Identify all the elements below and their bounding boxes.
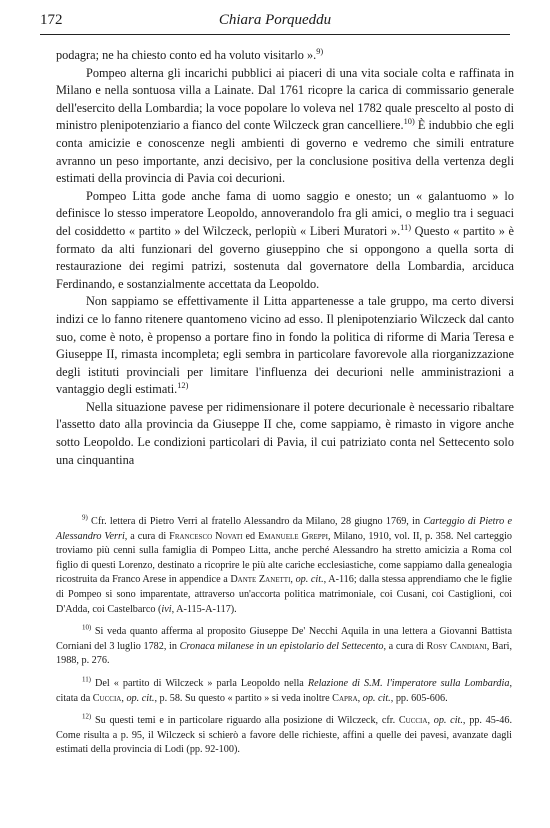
running-head: Chiara Porqueddu — [218, 12, 332, 28]
paragraph-2: Pompeo alterna gli incarichi pubblici ai piaceri di una vita sociale colta e raffinata in Milano e nella sontuosa villa a Lainate. Dal 1761 ricopre la carica di commissario generale dell'esercito della Lombardia; la voce popolare lo voleva nel 1782 quale prescelto al posto di ministro plenipotenziario a fianco del conte Wilczeck gran cancelliere.$^{10)}$ È indubbio che egli conta amicizie e conoscenze negli ambienti di governo e vedremo che simili entrature avranno un peso importante, anzi decisivo, per la conclusione positiva della vertenza degli estimati della provincia di Pavia coi decurioni. — [56, 65, 514, 186]
footnotes — [56, 515, 512, 766]
paragraph-4: Non sappiamo se effettivamente il Litta appartenesse a tale gruppo, ma certo diversi indizi ce lo fanno ritenere quantomeno vicino ad esso. Il plenipotenziario Wilczeck dal canto suo, come è noto, è propenso a portare fino in fondo la politica di riforme di Maria Teresa e Giuseppe II, rimasta incompleta; egli sembra in particolare favorevole alla riorganizzazione degli istituti provinciali per limitare l'influenza dei decurioni nelle amministrazioni a vantaggio degli estimati.$^{12)}$ — [56, 294, 514, 397]
footnote-ref-10: 10) — [403, 117, 415, 127]
footnote-ref-9: 9) — [316, 46, 324, 56]
page-header — [40, 10, 510, 35]
footnote-ref-12: 12) — [177, 381, 189, 391]
footnote-11: $^{11)}$ Del « partito di Wilczeck » parla Leopoldo nella Relazione di S.M. l'imperatore sulla Lombardia, citata da Cuccia, op. cit., p. 58. Su questo « partito » si veda inoltre Capra, op. cit., pp. 605-606. — [56, 676, 512, 704]
main-text — [56, 47, 514, 469]
page-number: 172 — [40, 12, 63, 28]
paragraph-5: Nella situazione pavese per ridimensionare il potere decurionale è necessario ribaltare l'assetto dato alla provincia da Giuseppe II che, come sappiamo, è rimasto in vigore anche sotto Leopoldo. Le condizioni particolari di Pavia, il cui patriziato conta nel Settecento solo una cinquantina — [56, 399, 514, 467]
footnote-number: 12) — [82, 713, 92, 721]
footnote-9: $^{9)}$ Cfr. lettera di Pietro Verri al fratello Alessandro da Milano, 28 giugno 1769, in Carteggio di Pietro e Alessandro Verri, a cura di Francesco Novati ed Emanuele Greppi, Milano, 1910, vol. II, p. 358. Nel carteggio troviamo più cenni sulla famiglia di Pompeo Litta, anche perché Alessandro ha stretto amicizia a Roma col figlio di questi Lorenzo, destinato a ricoprire le più alte cariche ecclesiastiche, come sappiamo dalla genealogia ricostruita da Franco Arese in appendice a Dante Zanetti, op. cit., A-116; dalla stessa apprendiamo che le figlie di Pompeo si sono imparentate, attraverso un'accorta politica matrimoniale, coi Cusani, coi Castiglioni, coi D'Adda, coi Castelbarco (ivi, A-115-A-117). — [56, 514, 513, 615]
footnote-number: 11) — [82, 676, 91, 684]
footnote-12: $^{12)}$ Su questi temi e in particolare riguardo alla posizione di Wilczeck, cfr. Cuccia, op. cit., pp. 45-46. Come risulta a p. 95, il Wilczeck si schierò a favore delle richieste, affini a quelle dei pavesi, avanzate dagli estimati della provincia di Lodi (pp. 92-100). — [56, 713, 512, 756]
footnote-number: 9) — [82, 514, 88, 522]
footnote-10: $^{10)}$ Si veda quanto afferma al proposito Giuseppe De' Necchi Aquila in una lettera a Giovanni Battista Corniani del 3 luglio 1782, in Cronaca milanese in un epistolario del Settecento, a cura di Rosy Candiani, Bari, 1988, p. 276. — [56, 624, 512, 667]
footnote-ref-11: 11) — [400, 222, 411, 232]
footnote-number: 10) — [82, 624, 92, 632]
paragraph-3: Pompeo Litta gode anche fama di uomo saggio e onesto; un « galantuomo » lo definisce lo stesso imperatore Leopoldo, annoverandolo fra gli amici, o meglio tra i seguaci del cosiddetto « partito » del Wilczeck, perlopiù « Liberi Muratori ».$^{11)}$ Questo « partito » è formato da alti funzionari del governo giuseppino che si oppongono a quella sorta di restaurazione dei regimi patrizi, sostenuta dal governatore della Lombardia, arciduca Ferdinando, e sostanzialmente accettata da Leopoldo. — [56, 188, 514, 291]
paragraph-1: podagra; ne ha chiesto conto ed ha voluto visitarlo ».$^{9)}$ — [56, 46, 324, 62]
